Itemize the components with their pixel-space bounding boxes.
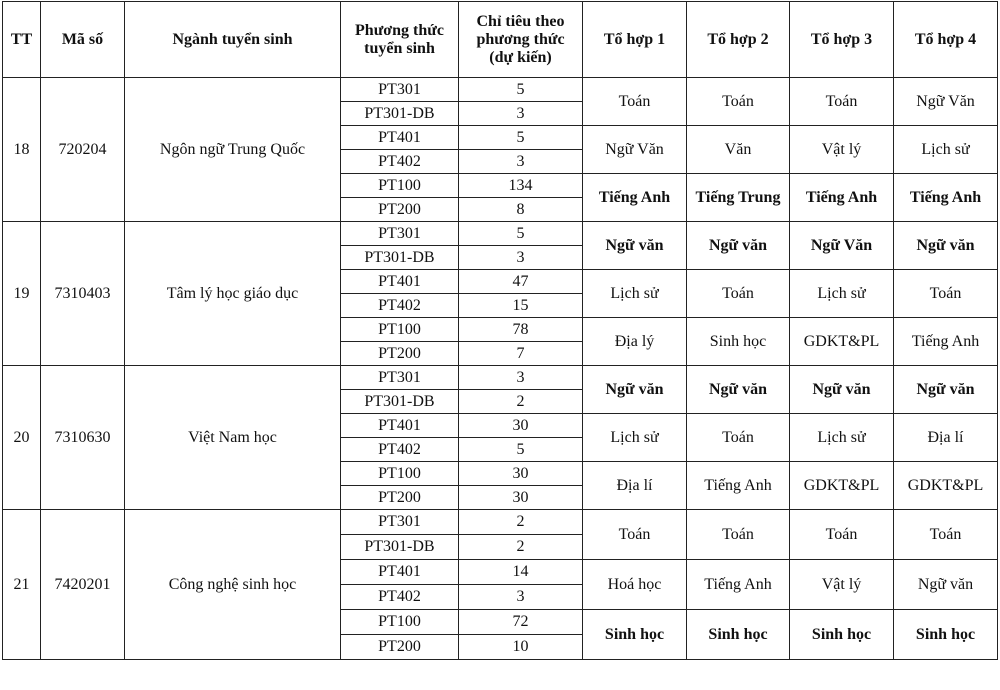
combo-2-cell: Toán — [687, 78, 790, 126]
header-phuong-thuc — [341, 2, 459, 78]
combo-4-cell: GDKT&PL — [894, 462, 998, 510]
combo-1-cell: Sinh học — [583, 610, 687, 660]
quota-cell: 3 — [459, 102, 583, 126]
combo-2-cell: Sinh học — [687, 610, 790, 660]
method-cell: PT401 — [341, 126, 459, 150]
header-chi-tieu — [459, 2, 583, 78]
method-cell: PT402 — [341, 294, 459, 318]
program-name: Tâm lý học giáo dục — [125, 222, 341, 366]
quota-cell: 7 — [459, 342, 583, 366]
combo-4-cell: Ngữ Văn — [894, 78, 998, 126]
quota-cell: 5 — [459, 222, 583, 246]
method-cell: PT100 — [341, 318, 459, 342]
method-cell: PT301 — [341, 366, 459, 390]
combo-4-cell: Toán — [894, 270, 998, 318]
combo-4-cell: Địa lí — [894, 414, 998, 462]
header-chi-tieu-line: Chỉ tiêu theo — [476, 12, 565, 30]
method-cell: PT402 — [341, 150, 459, 174]
header-chi-tieu-line: phương thức — [476, 30, 565, 48]
combo-1-cell: Lịch sử — [583, 270, 687, 318]
program-code: 7310403 — [41, 222, 125, 366]
program-tt: 18 — [3, 78, 41, 222]
combo-3-cell: Tiếng Anh — [790, 174, 894, 222]
combo-2-cell: Văn — [687, 126, 790, 174]
method-cell: PT301-DB — [341, 102, 459, 126]
method-cell: PT301-DB — [341, 535, 459, 560]
quota-cell: 5 — [459, 78, 583, 102]
method-cell: PT100 — [341, 610, 459, 635]
quota-cell: 10 — [459, 635, 583, 660]
quota-cell: 14 — [459, 560, 583, 585]
method-cell: PT401 — [341, 560, 459, 585]
combo-1-cell: Toán — [583, 78, 687, 126]
method-cell: PT301 — [341, 510, 459, 535]
quota-cell: 2 — [459, 510, 583, 535]
method-cell: PT401 — [341, 270, 459, 294]
quota-cell: 8 — [459, 198, 583, 222]
method-cell: PT200 — [341, 635, 459, 660]
quota-cell: 3 — [459, 150, 583, 174]
quota-cell: 3 — [459, 366, 583, 390]
combo-3-cell: Vật lý — [790, 560, 894, 610]
program-tt: 19 — [3, 222, 41, 366]
combo-2-cell: Ngữ văn — [687, 366, 790, 414]
quota-cell: 72 — [459, 610, 583, 635]
quota-cell: 134 — [459, 174, 583, 198]
quota-cell: 15 — [459, 294, 583, 318]
combo-3-cell: Toán — [790, 78, 894, 126]
method-cell: PT301-DB — [341, 390, 459, 414]
quota-cell: 2 — [459, 390, 583, 414]
program-code: 720204 — [41, 78, 125, 222]
combo-1-cell: Hoá học — [583, 560, 687, 610]
combo-4-cell: Tiếng Anh — [894, 174, 998, 222]
combo-3-cell: Ngữ văn — [790, 366, 894, 414]
combo-3-cell: Vật lý — [790, 126, 894, 174]
header-nganh: Ngành tuyển sinh — [125, 2, 341, 78]
quota-cell: 3 — [459, 585, 583, 610]
method-cell: PT402 — [341, 585, 459, 610]
quota-cell: 3 — [459, 246, 583, 270]
quota-cell: 30 — [459, 486, 583, 510]
table-row — [3, 510, 998, 535]
program-name: Ngôn ngữ Trung Quốc — [125, 78, 341, 222]
combo-2-cell: Sinh học — [687, 318, 790, 366]
combo-1-cell: Toán — [583, 510, 687, 560]
combo-1-cell: Ngữ văn — [583, 222, 687, 270]
combo-2-cell: Tiếng Trung — [687, 174, 790, 222]
combo-4-cell: Ngữ văn — [894, 366, 998, 414]
combo-4-cell: Lịch sử — [894, 126, 998, 174]
combo-3-cell: Toán — [790, 510, 894, 560]
method-cell: PT301 — [341, 78, 459, 102]
method-cell: PT401 — [341, 414, 459, 438]
combo-2-cell: Ngữ văn — [687, 222, 790, 270]
combo-3-cell: Lịch sử — [790, 414, 894, 462]
combo-4-cell: Sinh học — [894, 610, 998, 660]
table-row — [3, 78, 998, 102]
combo-3-cell: Lịch sử — [790, 270, 894, 318]
combo-2-cell: Tiếng Anh — [687, 462, 790, 510]
quota-cell: 47 — [459, 270, 583, 294]
combo-4-cell: Tiếng Anh — [894, 318, 998, 366]
program-tt: 20 — [3, 366, 41, 510]
header-tt: TT — [3, 2, 41, 78]
quota-cell: 78 — [459, 318, 583, 342]
quota-cell: 30 — [459, 462, 583, 486]
combo-2-cell: Tiếng Anh — [687, 560, 790, 610]
program-tt: 21 — [3, 510, 41, 660]
header-phuong-thuc-line: tuyển sinh — [364, 39, 435, 57]
program-code: 7420201 — [41, 510, 125, 660]
header-chi-tieu-line: (dự kiến) — [489, 48, 552, 66]
combo-1-cell: Tiếng Anh — [583, 174, 687, 222]
combo-4-cell: Toán — [894, 510, 998, 560]
method-cell: PT100 — [341, 174, 459, 198]
admissions-table — [2, 1, 998, 660]
combo-1-cell: Ngữ Văn — [583, 126, 687, 174]
program-name: Công nghệ sinh học — [125, 510, 341, 660]
combo-2-cell: Toán — [687, 510, 790, 560]
header-phuong-thuc-line: Phương thức — [355, 21, 444, 39]
header-ma-so: Mã số — [41, 2, 125, 78]
combo-1-cell: Địa lí — [583, 462, 687, 510]
quota-cell: 5 — [459, 438, 583, 462]
method-cell: PT100 — [341, 462, 459, 486]
program-name: Việt Nam học — [125, 366, 341, 510]
table-row — [3, 366, 998, 390]
method-cell: PT402 — [341, 438, 459, 462]
method-cell: PT301 — [341, 222, 459, 246]
quota-cell: 30 — [459, 414, 583, 438]
combo-2-cell: Toán — [687, 414, 790, 462]
combo-3-cell: GDKT&PL — [790, 318, 894, 366]
combo-3-cell: GDKT&PL — [790, 462, 894, 510]
header-to-hop-3: Tổ hợp 3 — [790, 2, 894, 78]
method-cell: PT200 — [341, 198, 459, 222]
combo-2-cell: Toán — [687, 270, 790, 318]
header-to-hop-4: Tổ hợp 4 — [894, 2, 998, 78]
quota-cell: 5 — [459, 126, 583, 150]
combo-1-cell: Địa lý — [583, 318, 687, 366]
quota-cell: 2 — [459, 535, 583, 560]
program-code: 7310630 — [41, 366, 125, 510]
combo-1-cell: Ngữ văn — [583, 366, 687, 414]
method-cell: PT200 — [341, 486, 459, 510]
combo-3-cell: Sinh học — [790, 610, 894, 660]
table-row — [3, 222, 998, 246]
method-cell: PT301-DB — [341, 246, 459, 270]
combo-3-cell: Ngữ Văn — [790, 222, 894, 270]
header-to-hop-2: Tổ hợp 2 — [687, 2, 790, 78]
combo-1-cell: Lịch sử — [583, 414, 687, 462]
table-body — [3, 78, 998, 660]
header-row — [3, 2, 998, 78]
combo-4-cell: Ngữ văn — [894, 222, 998, 270]
method-cell: PT200 — [341, 342, 459, 366]
combo-4-cell: Ngữ văn — [894, 560, 998, 610]
header-to-hop-1: Tổ hợp 1 — [583, 2, 687, 78]
